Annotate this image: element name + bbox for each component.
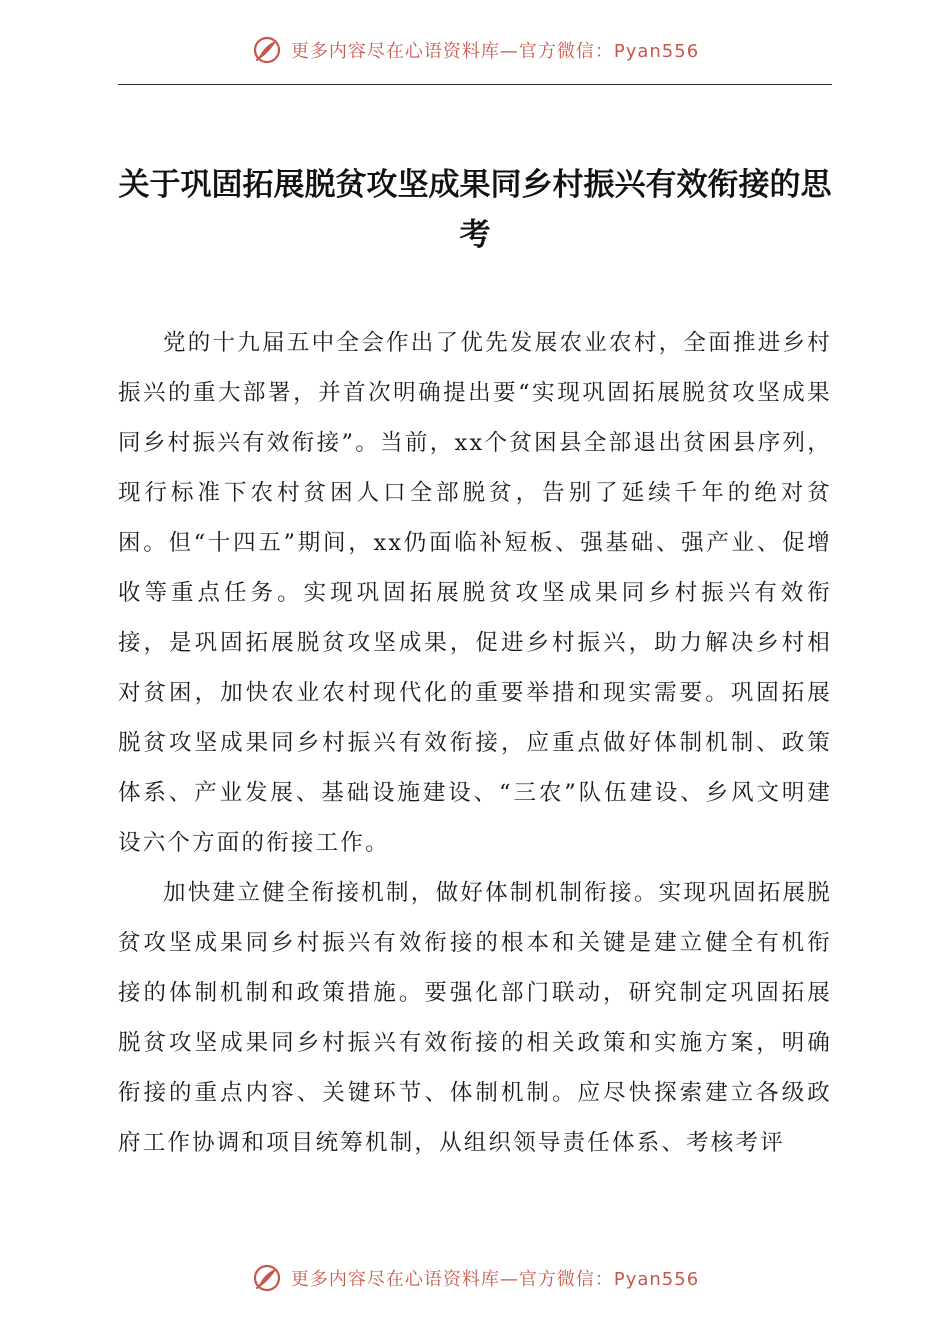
document-body: [118, 318, 832, 1168]
feather-swirl-logo-icon: [251, 34, 283, 66]
paragraph-2: 加快建立健全衔接机制，做好体制机制衔接。实现巩固拓展脱贫攻坚成果同乡村振兴有效衔接的根本和关键是建立健全有机衔接的体制机制和政策措施。要强化部门联动，研究制定巩固拓展脱贫攻坚成果同乡村振兴有效衔接的相关政策和实施方案，明确衔接的重点内容、关键环节、体制机制。应尽快探索建立各级政府工作协调和项目统筹机制，从组织领导责任体系、考核考评: [118, 880, 832, 1156]
watermark-text: 更多内容尽在心语资料库—官方微信：Pyan556: [290, 41, 700, 62]
header-watermark: [0, 30, 950, 70]
document-title: 关于巩固拓展脱贫攻坚成果同乡村振兴有效衔接的思考: [118, 167, 832, 253]
footer-watermark: [0, 1258, 950, 1298]
watermark-text: 更多内容尽在心语资料库—官方微信：Pyan556: [290, 1269, 700, 1290]
paragraph-1: 党的十九届五中全会作出了优先发展农业农村，全面推进乡村振兴的重大部署，并首次明确提出要“实现巩固拓展脱贫攻坚成果同乡村振兴有效衔接”。当前，xx个贫困县全部退出贫困县序列，现行标准下农村贫困人口全部脱贫，告别了延续千年的绝对贫困。但“十四五”期间，xx仍面临补短板、强基础、强产业、促增收等重点任务。实现巩固拓展脱贫攻坚成果同乡村振兴有效衔接，是巩固拓展脱贫攻坚成果，促进乡村振兴，助力解决乡村相对贫困，加快农业农村现代化的重要举措和现实需要。巩固拓展脱贫攻坚成果同乡村振兴有效衔接，应重点做好体制机制、政策体系、产业发展、基础设施建设、“三农”队伍建设、乡风文明建设六个方面的衔接工作。: [118, 330, 832, 856]
header-divider: [118, 84, 832, 85]
feather-swirl-logo-icon: [251, 1262, 283, 1294]
